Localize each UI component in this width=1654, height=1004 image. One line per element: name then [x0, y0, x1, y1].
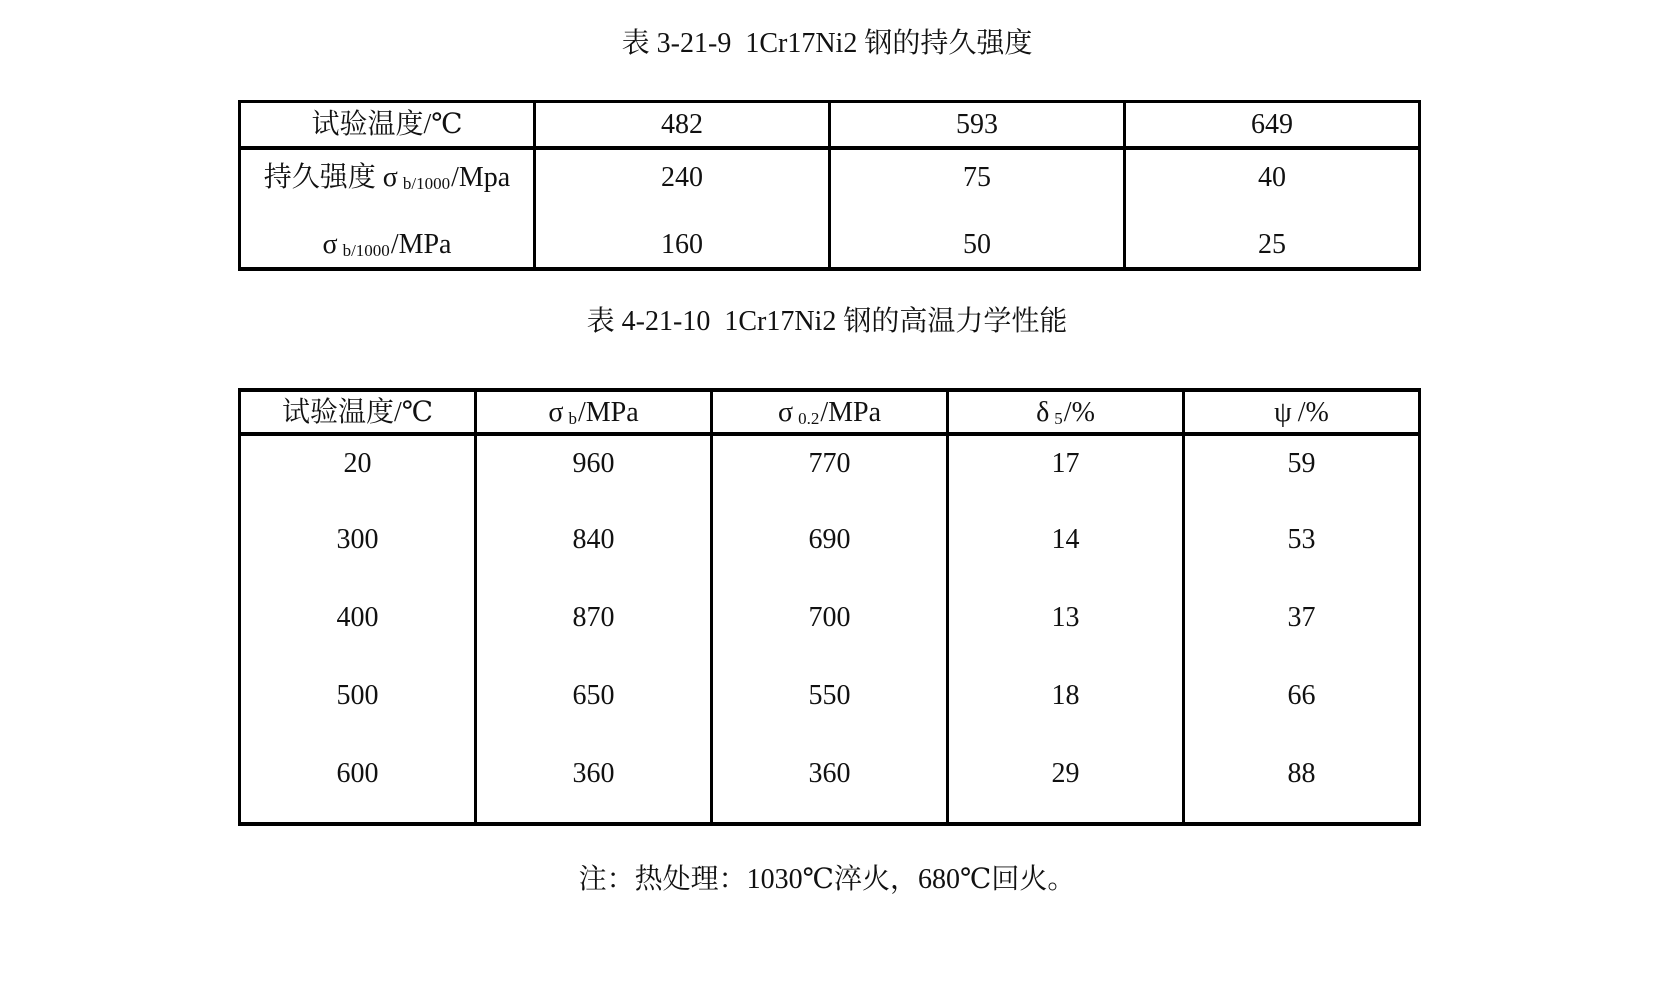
unit-text: /MPa — [820, 396, 882, 428]
unit-text: /MPa — [577, 396, 639, 428]
table-cell: 50 — [830, 223, 1125, 269]
column-header: 649 — [1125, 102, 1420, 148]
subscript-text: 0.2 — [798, 408, 820, 428]
table-row — [240, 148, 1420, 223]
table-cell: 400 — [240, 590, 476, 668]
table-cell: 600 — [240, 746, 476, 824]
table-cell: 300 — [240, 512, 476, 590]
table-row — [240, 512, 1420, 590]
symbol-text: 持久强度 σ — [263, 161, 398, 193]
symbol-text: σ — [548, 396, 564, 428]
table-cell: 59 — [1184, 434, 1420, 512]
table-cell: 160 — [535, 223, 830, 269]
subscript-text: b — [568, 408, 577, 428]
table-cell — [240, 223, 535, 269]
unit-text: /% — [1063, 396, 1095, 428]
table-cell: 700 — [712, 590, 948, 668]
subscript-text: b/1000 — [342, 241, 390, 260]
table-cell: 14 — [948, 512, 1184, 590]
table-cell: 650 — [476, 668, 712, 746]
table-cell: 20 — [240, 434, 476, 512]
table-cell: 53 — [1184, 512, 1420, 590]
column-header: 482 — [535, 102, 830, 148]
table1-caption: 表 3-21-9 1Cr17Ni2 钢的持久强度 — [621, 28, 1033, 59]
header-row — [240, 102, 1420, 148]
column-header: 试验温度/℃ — [240, 390, 476, 434]
symbol-text: σ — [777, 396, 794, 428]
table-cell: 13 — [948, 590, 1184, 668]
symbol-text: δ — [1036, 396, 1050, 428]
table-cell: 500 — [240, 668, 476, 746]
symbol-text: ψ — [1274, 396, 1292, 428]
unit-text: /Mpa — [451, 161, 511, 193]
table-cell: 17 — [948, 434, 1184, 512]
table-cell: 690 — [712, 512, 948, 590]
footnote: 注：热处理：1030℃淬火，680℃回火。 — [578, 864, 1076, 895]
subscript-text: 5 — [1054, 408, 1063, 428]
table-cell: 88 — [1184, 746, 1420, 824]
unit-text: /% — [1297, 396, 1329, 428]
table-cell: 37 — [1184, 590, 1420, 668]
table-cell: 870 — [476, 590, 712, 668]
table1-endurance-strength — [238, 100, 1421, 271]
table-cell: 40 — [1125, 148, 1420, 223]
table2-caption: 表 4-21-10 1Cr17Ni2 钢的高温力学性能 — [586, 306, 1068, 337]
table-cell: 25 — [1125, 223, 1420, 269]
column-header — [948, 390, 1184, 434]
table2-high-temp-mechanical-properties — [238, 388, 1421, 826]
table-cell: 360 — [476, 746, 712, 824]
table-cell: 240 — [535, 148, 830, 223]
table-cell: 75 — [830, 148, 1125, 223]
table-cell: 18 — [948, 668, 1184, 746]
column-header — [1184, 390, 1420, 434]
column-header: 试验温度/℃ — [240, 102, 535, 148]
table-row — [240, 746, 1420, 824]
table-cell: 66 — [1184, 668, 1420, 746]
table-cell: 770 — [712, 434, 948, 512]
column-header — [476, 390, 712, 434]
symbol-text: σ — [322, 229, 338, 260]
header-row — [240, 390, 1420, 434]
table-cell: 550 — [712, 668, 948, 746]
unit-text: /MPa — [390, 229, 452, 260]
column-header — [712, 390, 948, 434]
table-row — [240, 223, 1420, 269]
subscript-text: b/1000 — [402, 173, 451, 193]
table-cell: 29 — [948, 746, 1184, 824]
table-cell: 960 — [476, 434, 712, 512]
table-row — [240, 590, 1420, 668]
column-header: 593 — [830, 102, 1125, 148]
table-cell: 360 — [712, 746, 948, 824]
table-cell — [240, 148, 535, 223]
table-row — [240, 434, 1420, 512]
table-row — [240, 668, 1420, 746]
table-cell: 840 — [476, 512, 712, 590]
